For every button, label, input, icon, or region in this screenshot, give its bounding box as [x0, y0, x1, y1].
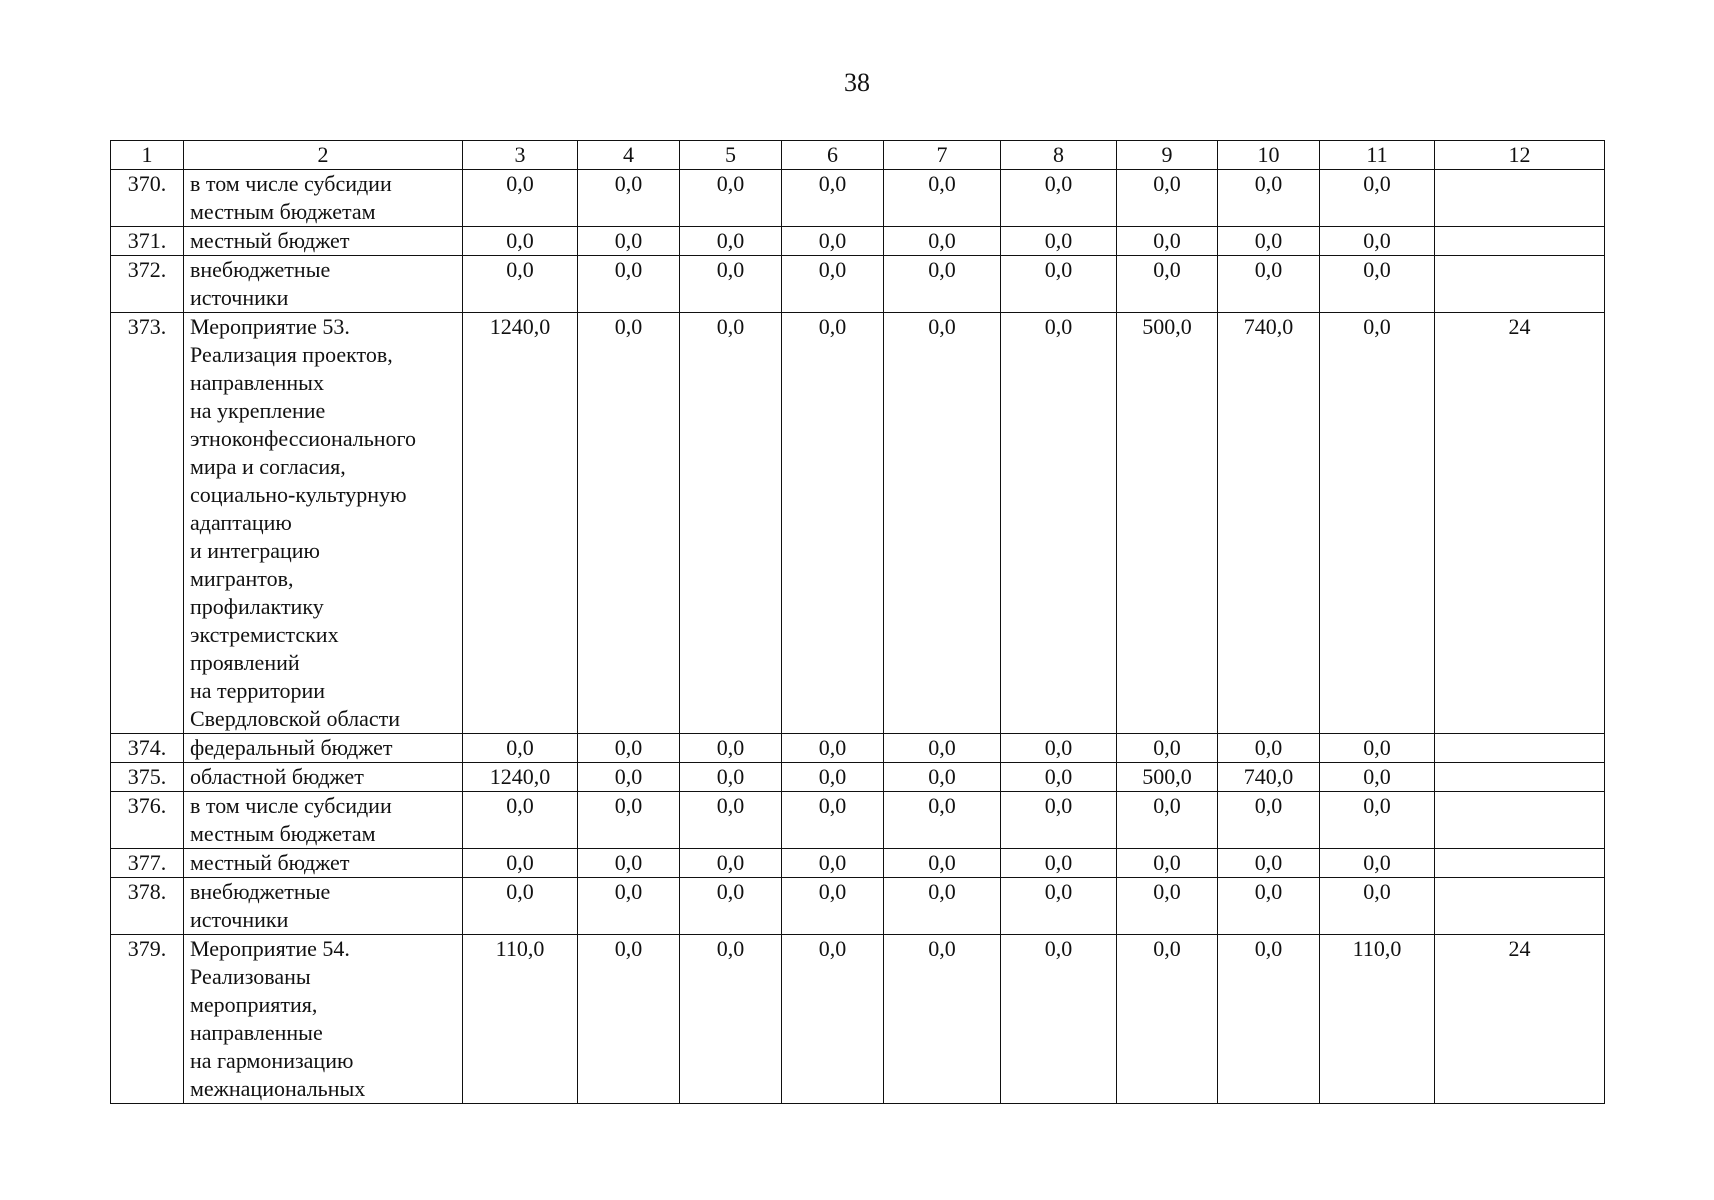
value-cell: 1240,0	[463, 763, 578, 792]
value-cell: 0,0	[1218, 170, 1320, 227]
value-cell: 0,0	[884, 170, 1001, 227]
row-name: федеральный бюджет	[184, 734, 463, 763]
value-cell: 0,0	[578, 227, 680, 256]
reference-cell	[1435, 763, 1605, 792]
column-header: 9	[1117, 141, 1218, 170]
reference-cell	[1435, 792, 1605, 849]
row-name: Мероприятие 53. Реализация проектов, направленных на укрепление этноконфессионального мира и согласия, социально-культурную адаптацию и интеграцию мигрантов, профилактику экстремистских проявлений на территории Свердловской области	[184, 313, 463, 734]
row-name: местный бюджет	[184, 227, 463, 256]
value-cell: 0,0	[1117, 878, 1218, 935]
value-cell: 0,0	[1117, 227, 1218, 256]
column-header: 8	[1001, 141, 1117, 170]
column-header: 12	[1435, 141, 1605, 170]
value-cell: 0,0	[1001, 878, 1117, 935]
row-name: внебюджетные источники	[184, 878, 463, 935]
value-cell: 0,0	[884, 313, 1001, 734]
value-cell: 0,0	[1218, 849, 1320, 878]
value-cell: 0,0	[782, 935, 884, 1104]
value-cell: 0,0	[1218, 227, 1320, 256]
value-cell: 0,0	[884, 763, 1001, 792]
value-cell: 0,0	[782, 734, 884, 763]
value-cell: 0,0	[1117, 170, 1218, 227]
table-header	[111, 141, 1605, 170]
value-cell: 0,0	[1320, 734, 1435, 763]
row-number: 378.	[111, 878, 184, 935]
value-cell: 0,0	[782, 256, 884, 313]
value-cell: 0,0	[1320, 849, 1435, 878]
row-number: 371.	[111, 227, 184, 256]
value-cell: 0,0	[463, 227, 578, 256]
table-row	[111, 792, 1605, 849]
reference-cell	[1435, 734, 1605, 763]
row-name: внебюджетные источники	[184, 256, 463, 313]
value-cell: 500,0	[1117, 763, 1218, 792]
value-cell: 0,0	[1117, 935, 1218, 1104]
value-cell: 740,0	[1218, 763, 1320, 792]
row-number: 372.	[111, 256, 184, 313]
value-cell: 0,0	[578, 878, 680, 935]
value-cell: 0,0	[1218, 734, 1320, 763]
value-cell: 0,0	[884, 792, 1001, 849]
value-cell: 0,0	[1117, 849, 1218, 878]
value-cell: 0,0	[1320, 313, 1435, 734]
reference-cell: 24	[1435, 313, 1605, 734]
value-cell: 0,0	[1001, 256, 1117, 313]
value-cell: 0,0	[578, 849, 680, 878]
value-cell: 1240,0	[463, 313, 578, 734]
column-header: 2	[184, 141, 463, 170]
value-cell: 0,0	[1320, 256, 1435, 313]
value-cell: 0,0	[680, 227, 782, 256]
row-number: 374.	[111, 734, 184, 763]
column-header: 5	[680, 141, 782, 170]
table-row	[111, 227, 1605, 256]
value-cell: 0,0	[680, 935, 782, 1104]
value-cell: 0,0	[884, 878, 1001, 935]
row-name: областной бюджет	[184, 763, 463, 792]
row-number: 377.	[111, 849, 184, 878]
row-name: местный бюджет	[184, 849, 463, 878]
table-row	[111, 878, 1605, 935]
value-cell: 0,0	[1001, 849, 1117, 878]
value-cell: 0,0	[1001, 935, 1117, 1104]
value-cell: 0,0	[680, 849, 782, 878]
value-cell: 0,0	[1001, 792, 1117, 849]
table-row	[111, 734, 1605, 763]
table-row	[111, 313, 1605, 734]
page-number: 38	[844, 68, 870, 97]
reference-cell	[1435, 227, 1605, 256]
value-cell: 0,0	[463, 256, 578, 313]
value-cell: 110,0	[1320, 935, 1435, 1104]
value-cell: 0,0	[884, 227, 1001, 256]
value-cell: 0,0	[578, 734, 680, 763]
value-cell: 0,0	[578, 763, 680, 792]
reference-cell: 24	[1435, 935, 1605, 1104]
value-cell: 0,0	[1001, 734, 1117, 763]
value-cell: 0,0	[1001, 313, 1117, 734]
value-cell: 0,0	[782, 878, 884, 935]
value-cell: 500,0	[1117, 313, 1218, 734]
row-name: Мероприятие 54. Реализованы мероприятия, направленные на гармонизацию межнациональных	[184, 935, 463, 1104]
value-cell: 0,0	[1001, 763, 1117, 792]
reference-cell	[1435, 878, 1605, 935]
value-cell: 0,0	[782, 170, 884, 227]
value-cell: 0,0	[1218, 935, 1320, 1104]
value-cell: 0,0	[782, 313, 884, 734]
value-cell: 0,0	[680, 256, 782, 313]
value-cell: 0,0	[680, 313, 782, 734]
value-cell: 0,0	[1320, 878, 1435, 935]
value-cell: 0,0	[1320, 792, 1435, 849]
column-header: 6	[782, 141, 884, 170]
value-cell: 0,0	[1320, 763, 1435, 792]
value-cell: 110,0	[463, 935, 578, 1104]
value-cell: 0,0	[1218, 878, 1320, 935]
column-header: 10	[1218, 141, 1320, 170]
value-cell: 0,0	[680, 878, 782, 935]
table-row	[111, 849, 1605, 878]
value-cell: 0,0	[1001, 227, 1117, 256]
row-number: 370.	[111, 170, 184, 227]
value-cell: 0,0	[463, 734, 578, 763]
value-cell: 0,0	[463, 878, 578, 935]
value-cell: 740,0	[1218, 313, 1320, 734]
value-cell: 0,0	[680, 734, 782, 763]
value-cell: 0,0	[884, 935, 1001, 1104]
value-cell: 0,0	[1001, 170, 1117, 227]
table-body	[111, 170, 1605, 1104]
value-cell: 0,0	[578, 313, 680, 734]
row-name: в том числе субсидии местным бюджетам	[184, 170, 463, 227]
row-number: 373.	[111, 313, 184, 734]
column-header: 7	[884, 141, 1001, 170]
table-row	[111, 256, 1605, 313]
value-cell: 0,0	[782, 849, 884, 878]
column-header: 11	[1320, 141, 1435, 170]
table-row	[111, 170, 1605, 227]
value-cell: 0,0	[578, 256, 680, 313]
value-cell: 0,0	[463, 792, 578, 849]
table-row	[111, 763, 1605, 792]
value-cell: 0,0	[782, 792, 884, 849]
value-cell: 0,0	[578, 935, 680, 1104]
column-header: 4	[578, 141, 680, 170]
row-name: в том числе субсидии местным бюджетам	[184, 792, 463, 849]
value-cell: 0,0	[884, 849, 1001, 878]
value-cell: 0,0	[1117, 734, 1218, 763]
row-number: 375.	[111, 763, 184, 792]
value-cell: 0,0	[1218, 256, 1320, 313]
value-cell: 0,0	[782, 227, 884, 256]
value-cell: 0,0	[680, 763, 782, 792]
budget-table	[110, 140, 1605, 1104]
row-number: 376.	[111, 792, 184, 849]
table-row	[111, 935, 1605, 1104]
reference-cell	[1435, 170, 1605, 227]
value-cell: 0,0	[884, 256, 1001, 313]
value-cell: 0,0	[1218, 792, 1320, 849]
value-cell: 0,0	[1320, 170, 1435, 227]
column-header: 3	[463, 141, 578, 170]
reference-cell	[1435, 849, 1605, 878]
value-cell: 0,0	[463, 170, 578, 227]
value-cell: 0,0	[1117, 792, 1218, 849]
value-cell: 0,0	[578, 170, 680, 227]
value-cell: 0,0	[680, 792, 782, 849]
value-cell: 0,0	[680, 170, 782, 227]
value-cell: 0,0	[782, 763, 884, 792]
value-cell: 0,0	[884, 734, 1001, 763]
value-cell: 0,0	[1117, 256, 1218, 313]
column-header: 1	[111, 141, 184, 170]
value-cell: 0,0	[1320, 227, 1435, 256]
reference-cell	[1435, 256, 1605, 313]
row-number: 379.	[111, 935, 184, 1104]
value-cell: 0,0	[578, 792, 680, 849]
header-row	[111, 141, 1605, 170]
value-cell: 0,0	[463, 849, 578, 878]
